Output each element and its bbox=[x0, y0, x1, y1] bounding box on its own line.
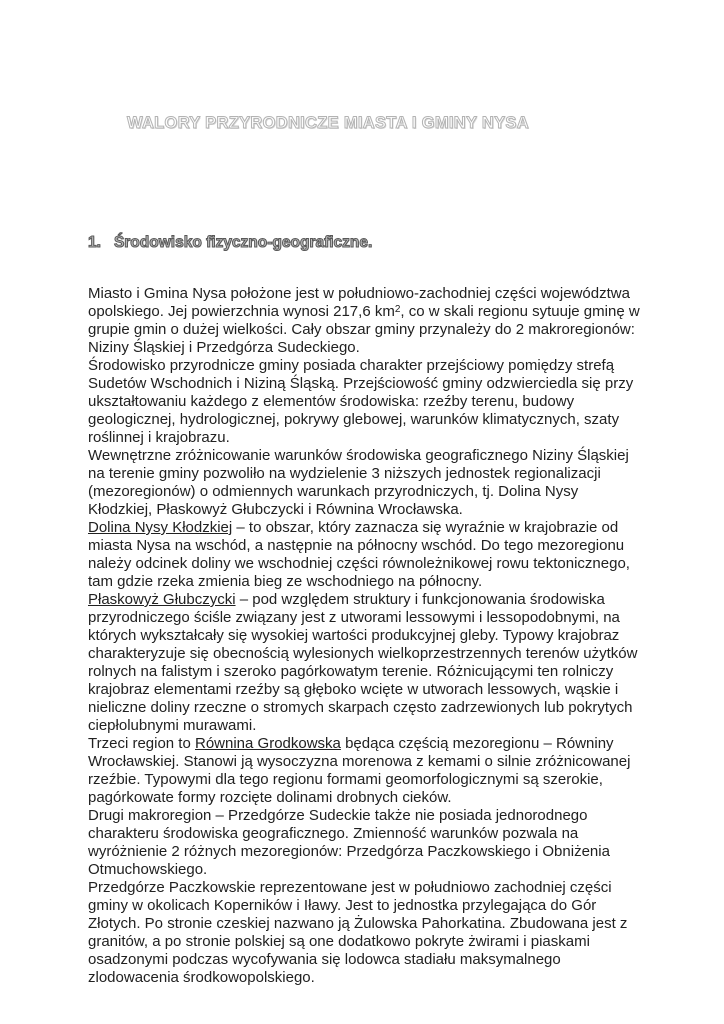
paragraph bbox=[88, 447, 641, 519]
section-number: 1. bbox=[88, 234, 101, 251]
paragraph bbox=[88, 807, 641, 879]
body-text bbox=[88, 285, 641, 987]
paragraph bbox=[88, 735, 641, 807]
text-run: Trzeci region to bbox=[88, 735, 195, 752]
paragraph bbox=[88, 285, 641, 357]
text-run: – pod względem struktury i funkcjonowania środowiska przyrodniczego ściśle związany jest z utworami lessowymi i lessopodobnymi, na których wykształcały się wysokiej wartości produkcyjnej gleby. Typowy krajobraz charakteryzuje się obecnością wylesionych wielkoprzestrzennych terenów użytków rolnych na falistym i szeroko pagórkowatym terenie. Różnicującymi ten rolniczy krajobraz elementami rzeźby są głęboko wcięte w utworach lessowych, wąskie i nieliczne doliny rzeczne o stromych skarpach często zadrzewionych lub pokrytych ciepłolubnymi murawami. bbox=[88, 591, 638, 734]
paragraph bbox=[88, 591, 641, 735]
text-run: będąca częścią mezoregionu – Równiny Wrocławskiej. Stanowi ją wysoczyzna morenowa z kemami o silnie zróżnicowanej rzeźbie. Typowymi dla tego regionu formami geomorfologicznymi są szerokie, pagórkowate formy rozcięte dolinami drobnych cieków. bbox=[88, 735, 631, 806]
section-heading bbox=[88, 234, 372, 252]
text-run: , co w skali regionu sytuuje gminę w grupie gmin o dużej wielkości. Cały obszar gminy przynależy do 2 makroregionów: Niziny Śląskiej i Przedgórza Sudeckiego. bbox=[88, 303, 640, 356]
underlined-term: Równina Grodkowska bbox=[195, 735, 341, 752]
text-run: Drugi makroregion – Przedgórze Sudeckie także nie posiada jednorodnego charakteru środowiska geograficznego. Zmienność warunków pozwala na wyróżnienie 2 różnych mezoregionów: Przedgórza Paczkowskiego i Obniżenia Otmuchowskiego. bbox=[88, 807, 610, 878]
text-run: Miasto i Gmina Nysa położone jest w południowo-zachodniej części województwa opolskiego. Jej powierzchnia wynosi 217,6 km bbox=[88, 285, 630, 320]
text-run: Przedgórze Paczkowskie reprezentowane jest w południowo zachodniej części gminy w okolicach Koperników i Iławy. Jest to jednostka przylegająca do Gór Złotych. Po stronie czeskiej nazwano ją Żulowska Pahorkatina. Zbudowana jest z granitów, a po stronie polskiej są one dodatkowo pokryte żwirami i piaskami osadzonymi podczas wycofywania się lodowca stadiału maksymalnego zlodowacenia środkowopolskiego. bbox=[88, 879, 628, 986]
text-run: Środowisko przyrodnicze gminy posiada charakter przejściowy pomiędzy strefą Sudetów Wschodnich i Niziną Śląską. Przejściowość gminy odzwierciedla się przy ukształtowaniu każdego z elementów środowiska: rzeźby terenu, budowy geologicznej, hydrologicznej, pokrywy glebowej, warunków klimatycznych, szaty roślinnej i krajobrazu. bbox=[88, 357, 634, 446]
paragraph bbox=[88, 357, 641, 447]
section-heading-text: Środowisko fizyczno-geograficzne. bbox=[113, 234, 373, 251]
underlined-term: Płaskowyż Głubczycki bbox=[88, 591, 236, 608]
text-run: Wewnętrzne zróżnicowanie warunków środowiska geograficznego Niziny Śląskiej na terenie gminy pozwoliło na wydzielenie 3 niższych jednostek regionalizacji (mezoregionów) o odmiennych warunkach przyrodniczych, tj. Dolina Nysy Kłodzkiej, Płaskowyż Głubczycki i Równina Wrocławska. bbox=[88, 447, 629, 518]
underlined-term: Dolina Nysy Kłodzkiej bbox=[88, 519, 233, 536]
text-run: – to obszar, który zaznacza się wyraźnie w krajobrazie od miasta Nysa na wschód, a następnie na północny wschód. Do tego mezoregionu należy odcinek doliny we wschodniej części równoleżnikowej rowu tektonicznego, tam gdzie rzeka zmienia bieg ze wschodniego na północny. bbox=[88, 519, 630, 590]
superscript: 2 bbox=[394, 304, 401, 315]
document-title: WALORY PRZYRODNICZE MIASTA I GMINY NYSA bbox=[127, 114, 529, 132]
paragraph bbox=[88, 879, 641, 987]
paragraph bbox=[88, 519, 641, 591]
